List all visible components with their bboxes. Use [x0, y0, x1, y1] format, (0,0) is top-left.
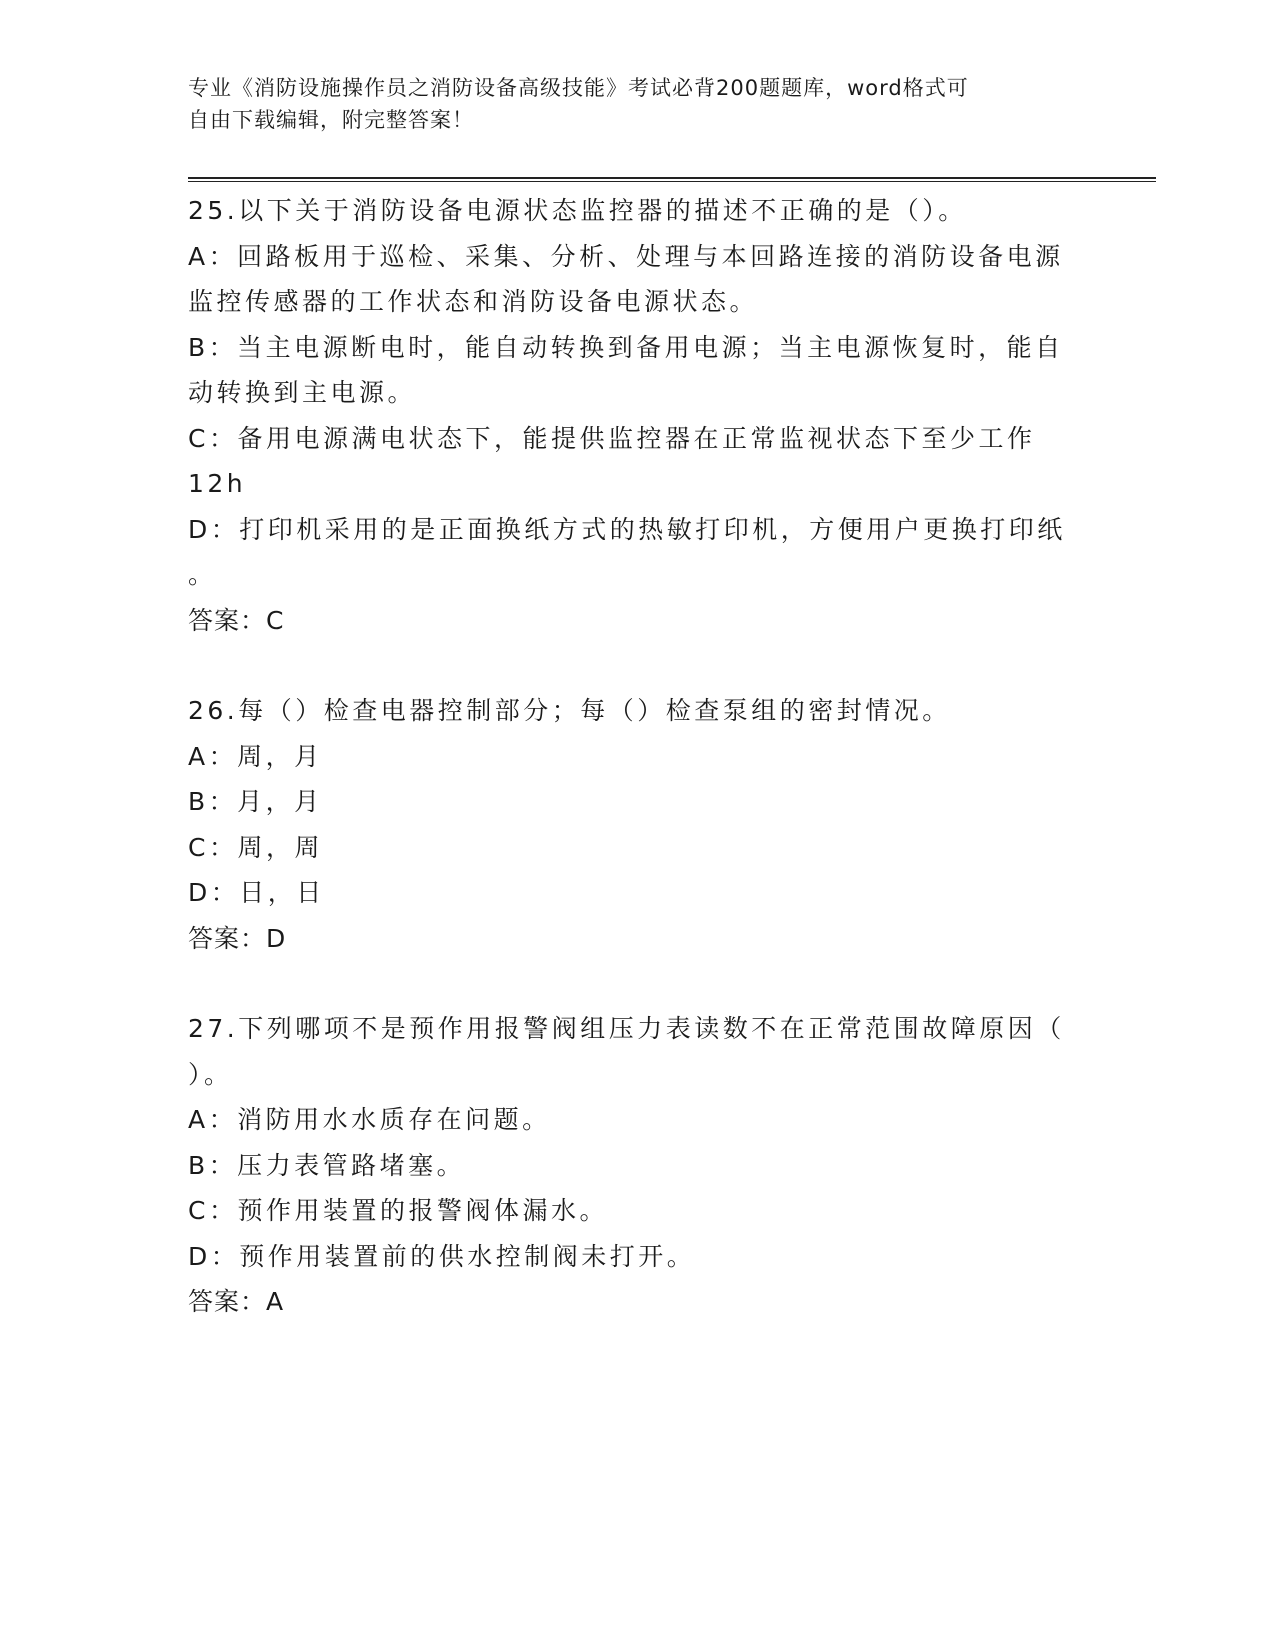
question-stem: 25.以下关于消防设备电源状态监控器的描述不正确的是（）。 — [188, 196, 967, 225]
option-line: 动转换到主电源。 — [188, 378, 417, 407]
spacer — [188, 961, 1088, 1006]
question-27 — [188, 1006, 1088, 1325]
header-line-1: 专业《消防设施操作员之消防设备高级技能》考试必背200题题库，word格式可 — [188, 76, 969, 100]
header-line-2: 自由下载编辑，附完整答案！ — [188, 108, 474, 132]
option-line: D：打印机采用的是正面换纸方式的热敏打印机，方便用户更换打印纸 — [188, 514, 1066, 544]
option-line: D：日，日 — [188, 878, 325, 907]
option-line: D：预作用装置前的供水控制阀未打开。 — [188, 1241, 696, 1271]
option-line: C：备用电源满电状态下，能提供监控器在正常监视状态下至少工作 — [188, 423, 1036, 453]
option-line: B：压力表管路堵塞。 — [188, 1150, 466, 1180]
option-line: A：消防用水水质存在问题。 — [188, 1105, 551, 1134]
option-line: A：周，月 — [188, 741, 323, 771]
option-line: ）。 — [188, 1059, 233, 1089]
answer-label: 答案：D — [188, 923, 287, 953]
question-25 — [188, 188, 1088, 643]
question-26 — [188, 688, 1088, 961]
option-line: 12h — [188, 469, 247, 498]
option-line: A：回路板用于巡检、采集、分析、处理与本回路连接的消防设备电源 — [188, 241, 1064, 271]
option-line: C：预作用装置的报警阀体漏水。 — [188, 1196, 608, 1225]
page-header — [188, 72, 1088, 136]
answer-label: 答案：A — [188, 1287, 285, 1316]
question-stem: 26.每（）检查电器控制部分；每（）检查泵组的密封情况。 — [188, 696, 951, 725]
option-line: 。 — [188, 560, 217, 589]
question-list — [188, 188, 1088, 1325]
option-line: B：当主电源断电时，能自动转换到备用电源；当主电源恢复时，能自 — [188, 332, 1064, 362]
option-line: B：月，月 — [188, 787, 323, 816]
answer-label: 答案：C — [188, 605, 285, 635]
question-stem: 27.下列哪项不是预作用报警阀组压力表读数不在正常范围故障原因（ — [188, 1014, 1065, 1043]
header-divider — [188, 177, 1156, 182]
spacer — [188, 643, 1088, 688]
option-line: C：周，周 — [188, 832, 323, 862]
option-line: 监控传感器的工作状态和消防设备电源状态。 — [188, 287, 759, 316]
